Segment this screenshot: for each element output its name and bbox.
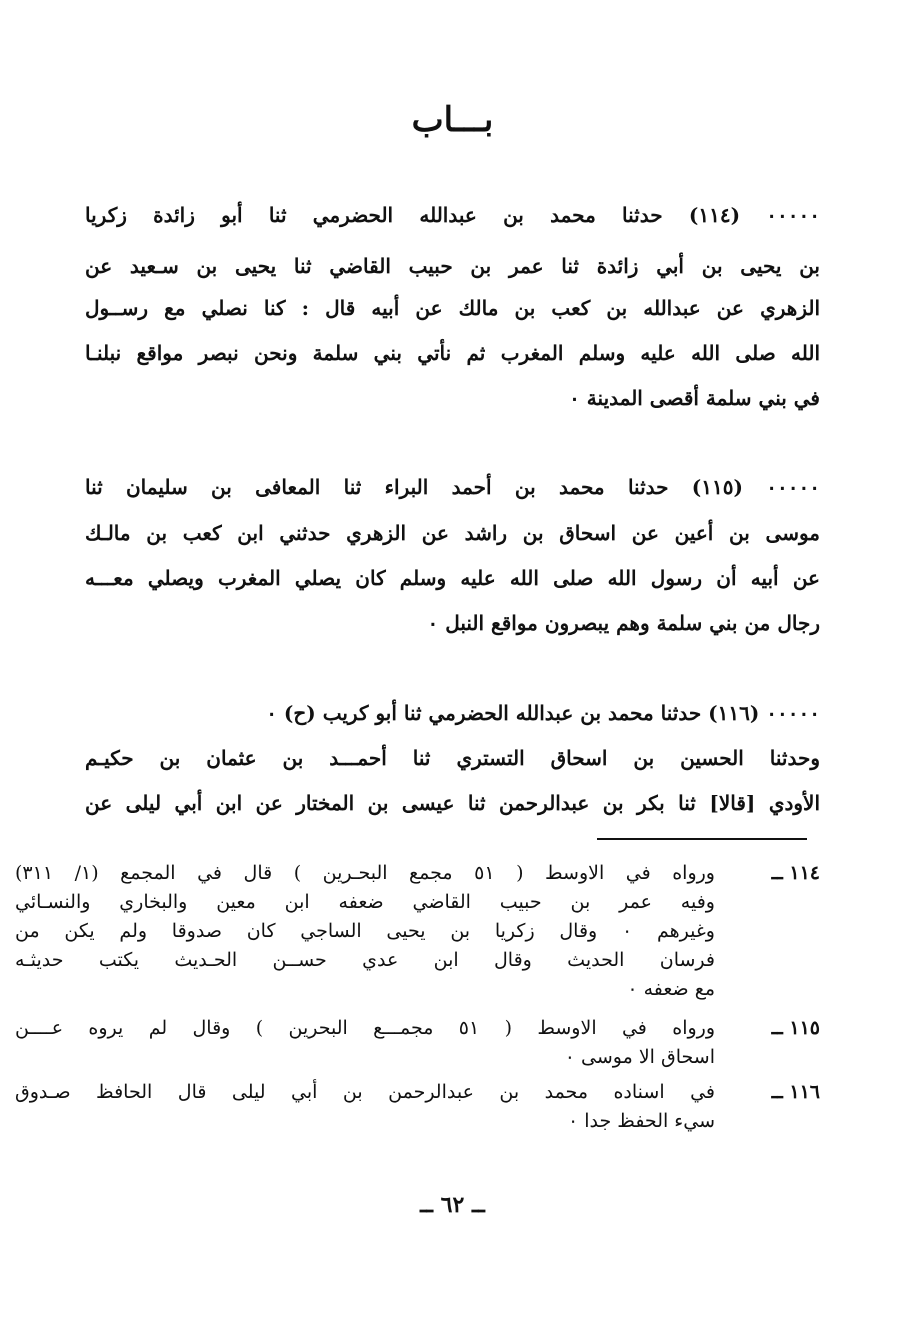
hadith-114-line-1: ٠٠٠٠٠ (١١٤) حدثنا محمد بن عبدالله الحضرمي ثنا أبو زائدة زكريا — [85, 203, 820, 227]
hadith-114-line-4: الله صلى الله عليه وسلم المغرب ثم نأتي بني سلمة ونحن نبصر مواقع نبلنـا — [85, 341, 820, 365]
hadith-115-line-2: موسى بن أعين عن اسحاق بن راشد عن الزهري حدثني ابن كعب بن مالـك — [85, 521, 820, 545]
footnote-114-line-1: ورواه في الاوسط ( ٥١ مجمع البحـرين ) قال في المجمع (١/ ٣١١) — [15, 862, 715, 884]
footnote-114-line-2: وفيه عمر بن حبيب القاضي ضعفه ابن معين والبخاري والنسـائي — [15, 891, 715, 913]
footnote-116-number: ١١٦ ــ — [771, 1081, 820, 1103]
footnote-116-line-2: سيء الحفظ جدا ٠ — [567, 1110, 715, 1132]
chapter-heading: بـــاب — [411, 100, 494, 140]
footnote-115-line-1: ورواه في الاوسط ( ٥١ مجمـــع البحرين ) وقال لم يروه عــــن — [15, 1017, 715, 1039]
footnote-114-line-4: فرسان الحديث وقال ابن عدي حســن الحـديث يكتب حديثـه — [15, 949, 715, 971]
hadith-115-line-3: عن أبيه أن رسول الله صلى الله عليه وسلم كان يصلي المغرب ويصلي معـــه — [85, 566, 820, 590]
hadith-116-line-3: الأودي [قالا] ثنا بكر بن عبدالرحمن ثنا عيسى بن المختار عن ابن أبي ليلى عن — [85, 791, 820, 815]
hadith-114-line-2: بن يحيى بن أبي زائدة ثنا عمر بن حبيب القاضي ثنا يحيى بن سـعيد عن — [85, 254, 820, 278]
footnote-114-number: ١١٤ ــ — [771, 862, 820, 884]
hadith-116-line-1: ٠٠٠٠٠ (١١٦) حدثنا محمد بن عبدالله الحضرمي ثنا أبو كريب (ح) ٠ — [266, 701, 820, 725]
page-number: ــ ٦٢ ــ — [420, 1192, 485, 1218]
footnote-115-line-2: اسحاق الا موسى ٠ — [564, 1046, 715, 1068]
hadith-114-line-3: الزهري عن عبدالله بن كعب بن مالك عن أبيه قال : كنا نصلي مع رســول — [85, 296, 820, 320]
footnote-115-number: ١١٥ ــ — [771, 1017, 820, 1039]
footnote-divider — [597, 838, 807, 840]
hadith-116-line-2: وحدثنا الحسين بن اسحاق التستري ثنا أحمـــد بن عثمان بن حكيـم — [85, 746, 820, 770]
footnote-116-line-1: في اسناده محمد بن عبدالرحمن بن أبي ليلى قال الحافظ صـدوق — [15, 1081, 715, 1103]
footnote-114-line-5: مع ضعفه ٠ — [627, 978, 715, 1000]
hadith-114-line-5: في بني سلمة أقصى المدينة ٠ — [569, 386, 820, 410]
footnote-114-line-3: وغيرهم ٠ وقال زكريا بن يحيى الساجي كان صدوقا ولم يكن من — [15, 920, 715, 942]
hadith-115-line-1: ٠٠٠٠٠ (١١٥) حدثنا محمد بن أحمد البراء ثنا المعافى بن سليمان ثنا — [85, 475, 820, 499]
hadith-115-line-4: رجال من بني سلمة وهم يبصرون مواقع النبل ٠ — [427, 611, 820, 635]
